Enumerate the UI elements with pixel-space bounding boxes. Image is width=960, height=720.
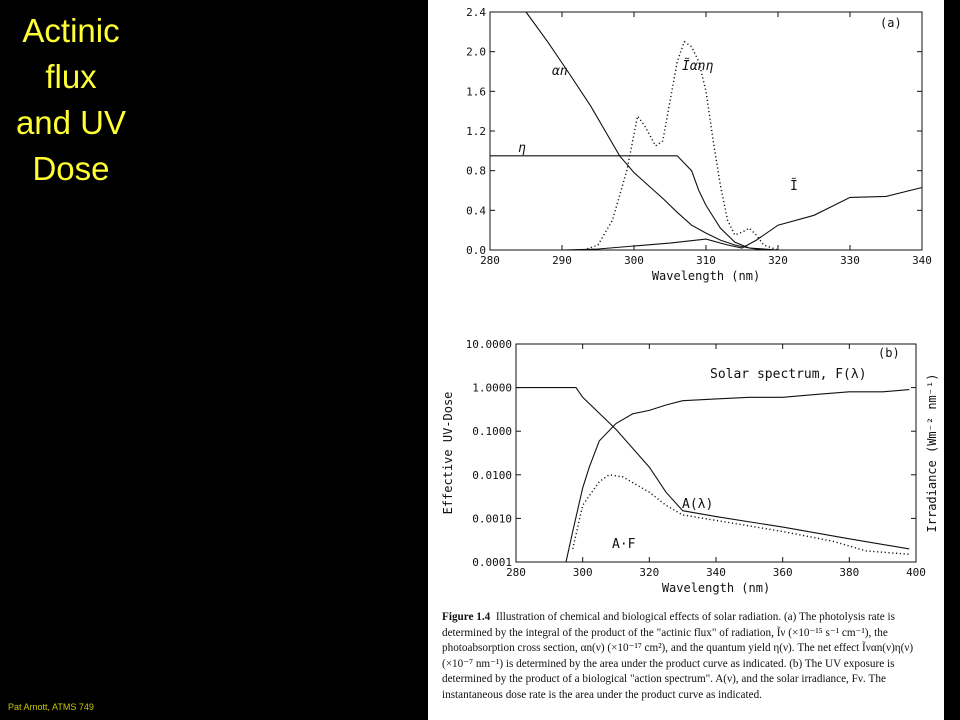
y-tick-label: 0.1000	[472, 425, 512, 439]
y-tick-label: 1.6	[466, 85, 486, 99]
chart-a	[428, 0, 944, 300]
series-line	[490, 188, 922, 251]
y-tick-label: 1.2	[466, 125, 486, 138]
panel-label: (b)	[878, 346, 900, 360]
slide-title-line: Actinic	[22, 12, 120, 49]
curve-annotation: Ĩ	[790, 179, 798, 194]
x-tick-label: 320	[639, 566, 660, 579]
x-tick-label: 300	[624, 254, 644, 267]
y-tick-label: 2.4	[466, 6, 486, 19]
figure-caption	[442, 610, 942, 703]
slide-title-line: and UV	[15, 104, 127, 141]
x-tick-label: 340	[706, 566, 726, 579]
y-tick-label: 1.0000	[472, 381, 512, 395]
panel-label: (a)	[880, 16, 902, 30]
y-axis-label: Effective UV-Dose	[441, 391, 455, 515]
slide-title-line: flux	[45, 58, 97, 95]
x-tick-label: 290	[552, 254, 572, 267]
x-tick-label: 360	[772, 566, 793, 579]
x-axis-label: Wavelength (nm)	[661, 581, 771, 595]
x-axis-label: Wavelength (nm)	[651, 269, 761, 283]
curve-annotation: Solar spectrum, F(λ)	[710, 367, 867, 382]
curve-annotation: η	[518, 141, 526, 156]
x-tick-label: 320	[768, 254, 788, 267]
y-tick-label: 0.0	[466, 244, 486, 257]
x-tick-label: 340	[912, 254, 932, 267]
curve-annotation: Ĩαnη	[682, 59, 714, 74]
y-tick-label: 10.0000	[465, 338, 512, 351]
figure-caption-label: Figure 1.4	[442, 611, 491, 623]
x-tick-label: 300	[572, 566, 593, 579]
plot-frame	[490, 12, 922, 250]
curve-annotation: A·F	[612, 537, 636, 552]
slide-title-line: Dose	[32, 150, 110, 187]
x-tick-label: 400	[906, 566, 926, 579]
y-axis-label-right: Irradiance (Wm⁻² nm⁻¹)	[925, 373, 939, 533]
series-line	[516, 388, 909, 549]
series-line	[490, 156, 764, 250]
y-tick-label: 0.4	[466, 204, 486, 218]
slide-title	[0, 8, 142, 192]
curve-annotation: αn	[552, 64, 568, 79]
slide-footer: Pat Arnott, ATMS 749	[8, 702, 94, 712]
x-tick-label: 380	[839, 566, 860, 579]
y-tick-label: 0.0001	[472, 556, 512, 569]
x-tick-label: 330	[840, 254, 860, 267]
figure-caption-text: Illustration of chemical and biological effects of solar radiation. (a) The photolysis rate is determined by the integral of the product of the "actinic flux" of radiation, Ĩν (×10⁻¹⁵ s⁻¹ cm⁻¹), the photoabsorption cross section, αn(ν) (×10⁻¹⁷ cm²), and the quantum yield η(ν). The net effect Ĩναn(ν)η(ν) (×10⁻⁷ nm⁻¹) is determined by the area under the product curve as indicated. (b) The UV exposure is determined by the product of a biological "action spectrum". A(ν), and the solar irradiance, Fν. The instantaneous dose rate is the area under the product curve as indicated.	[442, 611, 914, 701]
x-tick-label: 310	[696, 254, 716, 267]
series-line	[526, 12, 778, 250]
y-tick-label: 0.0010	[472, 512, 512, 526]
x-tick-label: 280	[480, 254, 500, 267]
series-line	[584, 42, 778, 250]
x-tick-label: 280	[506, 566, 526, 579]
chart-b	[428, 328, 944, 638]
y-tick-label: 2.0	[466, 45, 486, 59]
y-tick-label: 0.8	[466, 164, 486, 178]
y-tick-label: 0.0100	[472, 468, 512, 482]
curve-annotation: A(λ)	[682, 497, 714, 512]
